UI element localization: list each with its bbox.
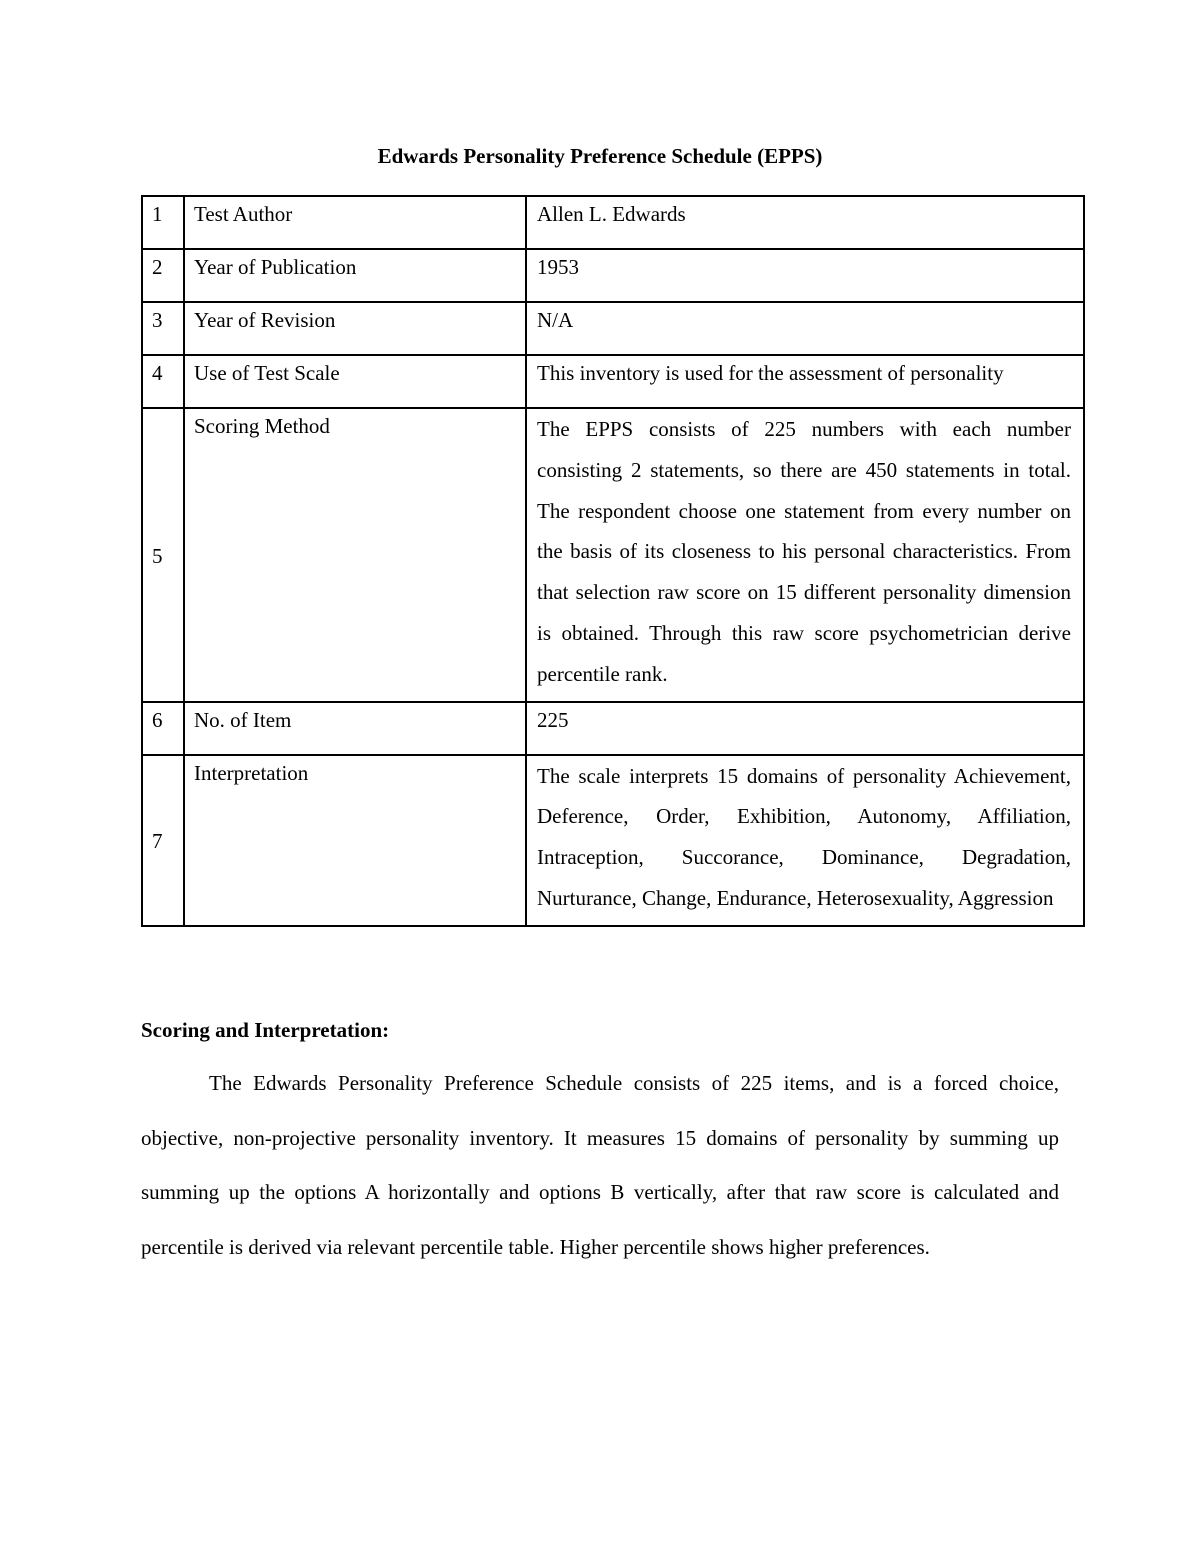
- row-number: 6: [142, 702, 184, 755]
- row-number: 2: [142, 249, 184, 302]
- row-label: Scoring Method: [184, 408, 526, 702]
- row-value: 1953: [526, 249, 1084, 302]
- row-label: Year of Revision: [184, 302, 526, 355]
- table-row: [142, 408, 1084, 702]
- row-value: The EPPS consists of 225 numbers with each number consisting 2 statements, so there are 450 statements in total. The respondent choose one statement from every number on the basis of its closeness to his personal characteristics. From that selection raw score on 15 different personality dimension is obtained. Through this raw score psychometrician derive percentile rank.: [526, 408, 1084, 702]
- row-value: The scale interprets 15 domains of personality Achievement, Deference, Order, Exhibition, Autonomy, Affiliation, Intraception, Succorance, Dominance, Degradation, Nurturance, Change, Endurance, Heterosexuality, Aggression: [526, 755, 1084, 926]
- row-number: 5: [142, 408, 184, 702]
- row-label: Interpretation: [184, 755, 526, 926]
- table-row: [142, 755, 1084, 926]
- row-value: This inventory is used for the assessment of personality: [526, 355, 1084, 408]
- row-number: 3: [142, 302, 184, 355]
- table-row: [142, 249, 1084, 302]
- row-label: Use of Test Scale: [184, 355, 526, 408]
- document-title: Edwards Personality Preference Schedule (EPPS): [377, 144, 823, 168]
- table-row: [142, 355, 1084, 408]
- row-label: Year of Publication: [184, 249, 526, 302]
- table-row: [142, 702, 1084, 755]
- table-row: [142, 196, 1084, 249]
- row-number: 7: [142, 755, 184, 926]
- row-label: No. of Item: [184, 702, 526, 755]
- section-heading: Scoring and Interpretation:: [141, 1018, 390, 1042]
- row-value: Allen L. Edwards: [526, 196, 1084, 249]
- table-row: [142, 302, 1084, 355]
- row-value: N/A: [526, 302, 1084, 355]
- row-value: 225: [526, 702, 1084, 755]
- body-paragraph: The Edwards Personality Preference Schedule consists of 225 items, and is a forced choice, objective, non-projective personality inventory. It measures 15 domains of personality by summing up summing up the options A horizontally and options B vertically, after that raw score is calculated and percentile is derived via relevant percentile table. Higher percentile shows higher preferences.: [141, 1071, 1059, 1259]
- row-label: Test Author: [184, 196, 526, 249]
- row-number: 4: [142, 355, 184, 408]
- row-number: 1: [142, 196, 184, 249]
- test-info-table: [141, 195, 1085, 927]
